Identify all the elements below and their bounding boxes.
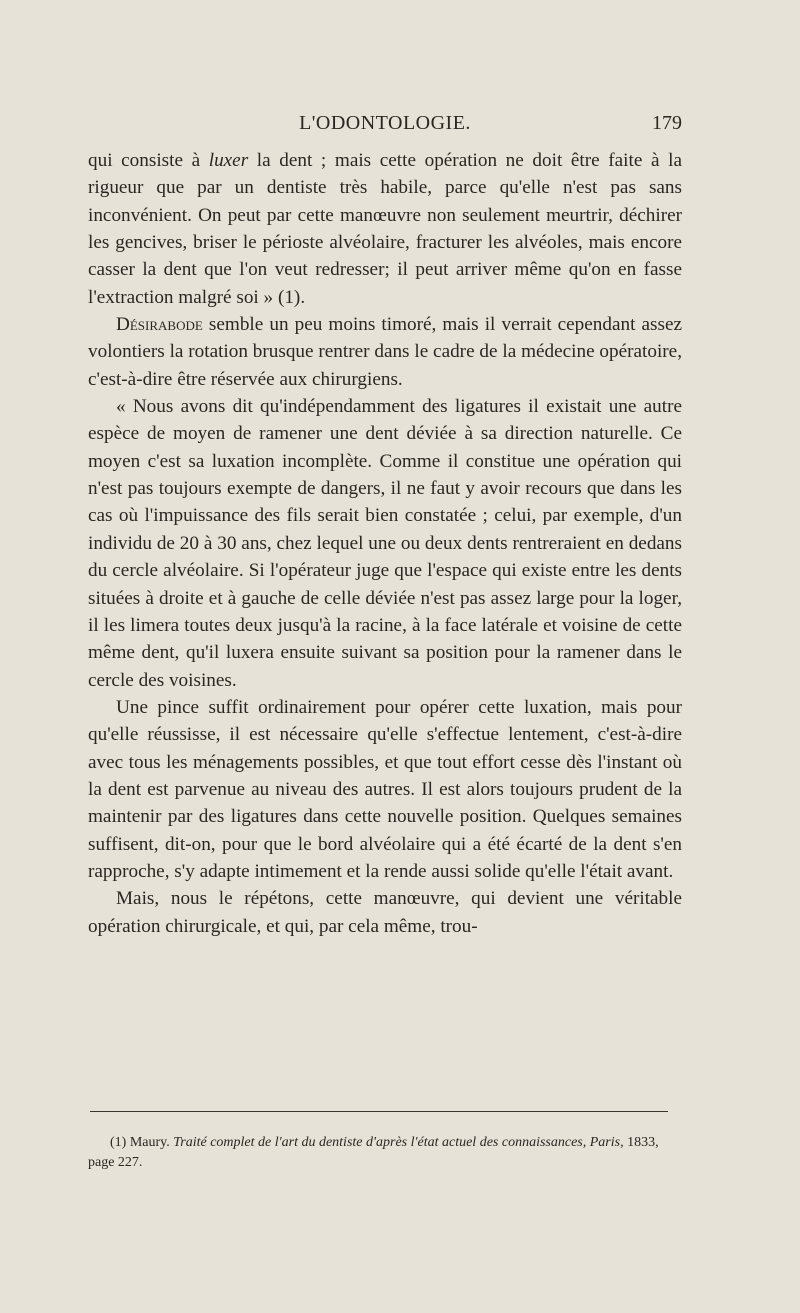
running-head bbox=[88, 112, 682, 142]
emphasis-luxer: luxer bbox=[208, 150, 249, 171]
paragraph-2-rest: semble un peu moins timoré, mais il verrait cependant assez volontiers la rotation brusque rentrer dans le cadre de la médecine opératoire, c'est-à-dire être réservée aux chirurgiens. bbox=[88, 314, 682, 390]
body-text bbox=[88, 147, 682, 940]
paragraph-4: Une pince suffit ordinairement pour opérer cette luxation, mais pour qu'elle réussisse, il est nécessaire qu'elle s'effectue lentement, c'est-à-dire avec tous les ménagements possibles, et que tout effort cesse dès l'instant où la dent est parvenue au niveau des autres. Il est alors toujours prudent de la maintenir par des ligatures dans cette nouvelle position. Quelques semaines suffisent, dit-on, pour que le bord alvéolaire qui a été écarté de la dent s'en rapproche, s'y adapte intimement et la rende aussi solide qu'elle l'était avant. bbox=[88, 696, 682, 882]
paragraph-3: « Nous avons dit qu'indépendamment des ligatures il existait une autre espèce de moyen de ramener une dent déviée à sa direction naturelle. Ce moyen c'est sa luxation incomplète. Comme il constitue une opération qui n'est pas toujours exempte de dangers, il ne faut y avoir recours que dans les cas où l'impuissance des fils serait bien constatée ; celui, par exemple, d'un individu de 20 à 30 ans, chez lequel une ou deux dents rentreraient en dedans du cercle alvéolaire. Si l'opérateur juge que l'espace qui existe entre les dents situées à droite et à gauche de celle déviée n'est pas assez large pour la loger, il les limera toutes deux jusqu'à la racine, à la face latérale et voisine de cette même dent, qu'il luxera ensuite suivant sa position pour la ramener dans le cercle des voisines. bbox=[88, 396, 682, 691]
footnote-title: Traité complet de l'art du dentiste d'après l'état actuel des connaissances, Paris, bbox=[173, 1135, 624, 1150]
paragraph-5: Mais, nous le répétons, cette manœuvre, qui devient une véritable opération chirurgicale, et qui, par cela même, trou- bbox=[88, 888, 682, 937]
paragraph-2 bbox=[88, 311, 682, 393]
footnote bbox=[88, 1133, 682, 1173]
author-name-desirabode: Désirabode bbox=[116, 314, 203, 336]
page-number: 179 bbox=[652, 112, 682, 134]
footnote-author: Maury. bbox=[129, 1135, 174, 1150]
footnote-rule bbox=[90, 1111, 668, 1112]
footnote-rest: 1833, page 227. bbox=[88, 1135, 659, 1170]
paragraph-1-rest: la dent ; mais cette opération ne doit être faite à la rigueur que par un dentiste très habile, parce qu'elle n'est pas sans inconvénient. On peut par cette manœuvre non seulement meurtrir, déchirer les gencives, briser le périoste alvéolaire, fracturer les alvéoles, mais encore casser la dent que l'on veut redresser; il peut arriver même qu'on en fasse l'extraction malgré soi » (1). bbox=[88, 150, 682, 308]
paragraph-1-start: qui consiste à bbox=[88, 150, 209, 171]
running-title: L'ODONTOLOGIE. bbox=[299, 112, 471, 134]
paragraph-1 bbox=[88, 147, 682, 311]
footnote-marker: (1) bbox=[110, 1135, 130, 1150]
